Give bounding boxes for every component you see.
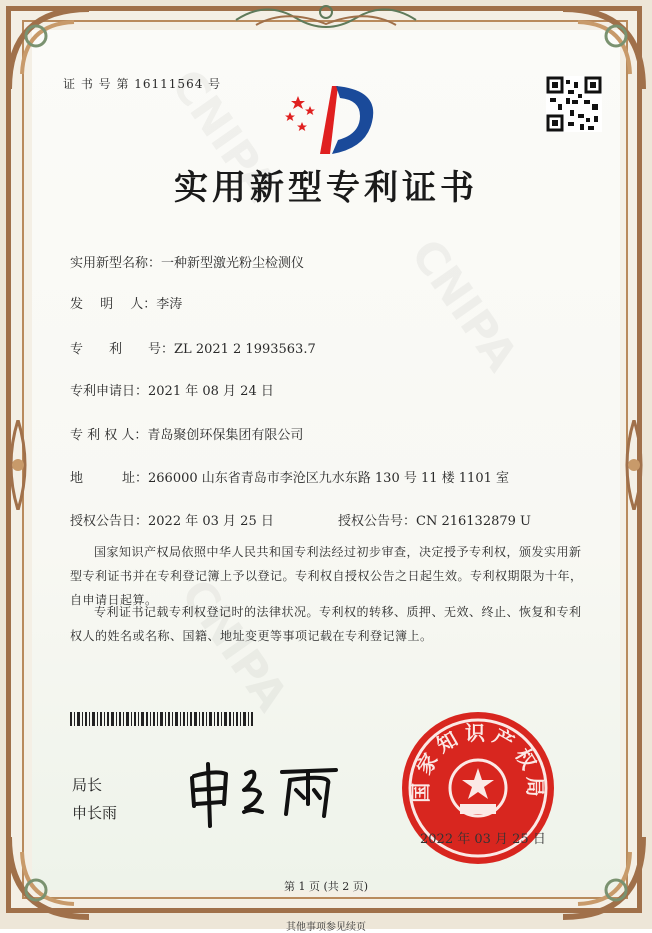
field-label: 实用新型名称： xyxy=(70,256,162,271)
director-name: 申长雨 xyxy=(72,804,118,822)
director-signature xyxy=(186,760,346,830)
field-patentee xyxy=(70,424,303,443)
field-label: 专利申请日： xyxy=(70,384,149,399)
field-value: 266000 山东省青岛市李沧区九水东路 130 号 11 楼 1101 室 xyxy=(148,471,510,486)
certificate-number: 证 书 号 第 16111564 号 xyxy=(63,77,222,91)
corner-ornament-bottom-left xyxy=(4,832,94,922)
field-label: 专 利 号： xyxy=(70,342,175,357)
field-filing-date xyxy=(70,380,274,399)
field-value: ZL 2021 2 1993563.7 xyxy=(174,342,316,357)
field-inventor xyxy=(70,293,182,312)
side-ornament-left xyxy=(4,420,32,510)
side-ornament-right xyxy=(620,420,648,510)
field-label: 授权公告号： xyxy=(338,514,417,529)
seal-date: 2022 年 03 月 25 日 xyxy=(420,832,546,847)
qr-code-icon[interactable] xyxy=(546,76,602,132)
document-title: 实用新型专利证书 xyxy=(174,168,478,208)
field-label: 授权公告日： xyxy=(70,514,149,529)
cnipa-logo xyxy=(280,82,384,156)
field-value: 李涛 xyxy=(156,297,183,312)
field-value: 2021 年 08 月 24 日 xyxy=(148,384,274,399)
page-number: 第 1 页 (共 2 页) xyxy=(283,880,369,893)
director-title: 局长 xyxy=(72,776,103,794)
field-value: 2022 年 03 月 25 日 xyxy=(148,514,274,529)
footer-note: 其他事项参见续页 xyxy=(286,922,366,933)
field-address xyxy=(70,467,509,486)
field-label: 地 址： xyxy=(70,471,149,486)
field-value: CN 216132879 U xyxy=(416,514,531,529)
statement-paragraph-2: 专利证书记载专利权登记时的法律状况。专利权的转移、质押、无效、终止、恢复和专利权人的姓名或名称、国籍、地址变更等事项记载在专利登记簿上。 xyxy=(70,605,582,643)
field-value: 青岛聚创环保集团有限公司 xyxy=(147,428,304,443)
corner-ornament-bottom-right xyxy=(558,832,648,922)
field-grant-number xyxy=(338,510,531,529)
field-grant-date xyxy=(70,510,274,529)
statement-paragraph-1: 国家知识产权局依照中华人民共和国专利法经过初步审查，决定授予专利权，颁发实用新型专利证书并在专利登记簿上予以登记。专利权自授权公告之日起生效。专利权期限为十年，自申请日起算。 xyxy=(70,545,583,607)
field-label: 专 利 权 人： xyxy=(70,428,148,443)
field-value: 一种新型激光粉尘检测仪 xyxy=(161,256,305,271)
field-utility-model-name xyxy=(70,252,304,271)
field-label: 发 明 人： xyxy=(70,297,157,312)
seal-text: 国家知识产权局 xyxy=(408,721,548,803)
barcode xyxy=(70,712,254,726)
field-patent-number xyxy=(70,338,316,357)
top-ornament xyxy=(226,0,426,40)
